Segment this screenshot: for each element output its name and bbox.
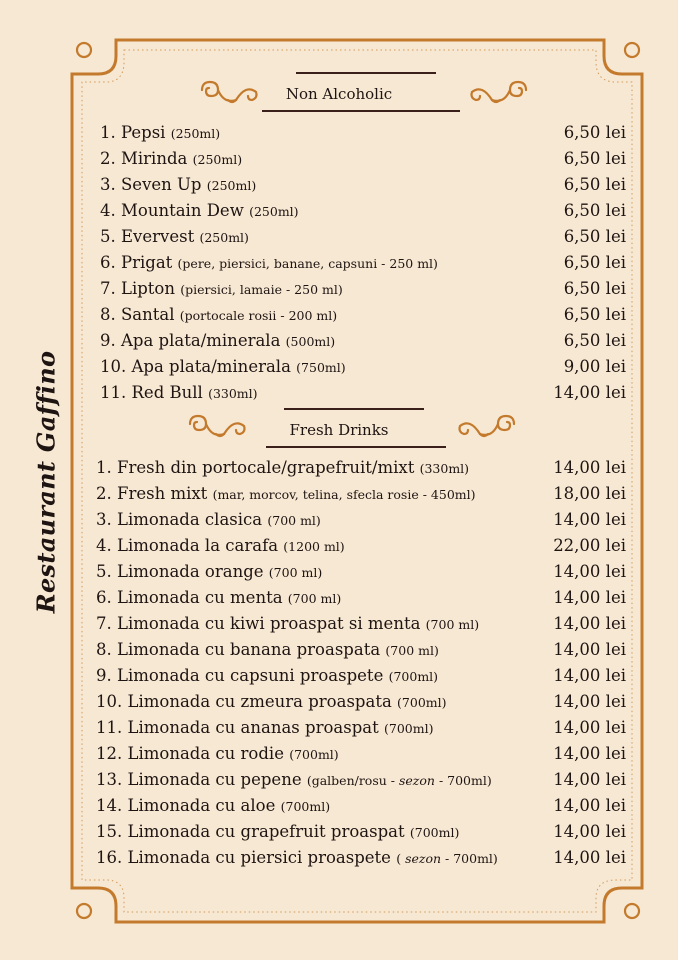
menu-item: 9. Limonada cu capsuni proaspete (700ml) 14,00 lei (0, 663, 678, 689)
menu-item: 6. Limonada cu menta (700 ml) 14,00 lei (0, 585, 678, 611)
item-price: 6,50 lei (563, 305, 626, 324)
menu-item: 9. Apa plata/minerala (500ml) 6,50 lei (0, 328, 678, 354)
swirl-ornament-right-icon (468, 78, 530, 108)
section-header-non-alcoholic (0, 70, 678, 120)
item-price: 6,50 lei (563, 123, 626, 142)
menu-item: 16. Limonada cu piersici proaspete ( sezon - 700ml) 14,00 lei (0, 845, 678, 871)
section-title: Fresh Drinks (289, 421, 389, 439)
menu-item: 1. Fresh din portocale/grapefruit/mixt (330ml) 14,00 lei (0, 455, 678, 481)
menu-item: 7. Limonada cu kiwi proaspat si menta (700 ml) 14,00 lei (0, 611, 678, 637)
menu-item: 10. Limonada cu zmeura proaspata (700ml) 14,00 lei (0, 689, 678, 715)
menu-item: 8. Santal (portocale rosii - 200 ml) 6,50 lei (0, 302, 678, 328)
menu-item: 4. Limonada la carafa (1200 ml) 22,00 lei (0, 533, 678, 559)
item-price: 14,00 lei (553, 692, 626, 711)
item-price: 14,00 lei (553, 666, 626, 685)
item-price: 14,00 lei (553, 848, 626, 867)
item-price: 14,00 lei (553, 796, 626, 815)
swirl-ornament-left-icon (186, 412, 248, 442)
item-price: 6,50 lei (563, 253, 626, 272)
menu-item: 10. Apa plata/minerala (750ml) 9,00 lei (0, 354, 678, 380)
menu-item: 5. Limonada orange (700 ml) 14,00 lei (0, 559, 678, 585)
menu-item: 1. Pepsi (250ml) 6,50 lei (0, 120, 678, 146)
item-price: 6,50 lei (563, 279, 626, 298)
item-price: 14,00 lei (553, 510, 626, 529)
restaurant-name: Restaurant Gaffino (31, 350, 61, 614)
menu-item: 11. Limonada cu ananas proaspat (700ml) 14,00 lei (0, 715, 678, 741)
menu-item: 11. Red Bull (330ml) 14,00 lei (0, 380, 678, 406)
item-price: 14,00 lei (553, 640, 626, 659)
item-price: 14,00 lei (553, 744, 626, 763)
item-price: 6,50 lei (563, 201, 626, 220)
menu-item: 8. Limonada cu banana proaspata (700 ml) 14,00 lei (0, 637, 678, 663)
item-price: 18,00 lei (553, 484, 626, 503)
menu-item: 5. Evervest (250ml) 6,50 lei (0, 224, 678, 250)
menu-item: 3. Seven Up (250ml) 6,50 lei (0, 172, 678, 198)
swirl-ornament-right-icon (456, 412, 518, 442)
item-price: 14,00 lei (553, 770, 626, 789)
section-header-fresh-drinks (0, 406, 678, 456)
item-price: 14,00 lei (553, 718, 626, 737)
menu-item: 15. Limonada cu grapefruit proaspat (700ml) 14,00 lei (0, 819, 678, 845)
item-price: 9,00 lei (563, 357, 626, 376)
item-price: 6,50 lei (563, 149, 626, 168)
item-price: 14,00 lei (553, 588, 626, 607)
menu-item: 4. Mountain Dew (250ml) 6,50 lei (0, 198, 678, 224)
item-price: 22,00 lei (553, 536, 626, 555)
menu-item: 12. Limonada cu rodie (700ml) 14,00 lei (0, 741, 678, 767)
item-price: 14,00 lei (553, 383, 626, 402)
menu-item: 13. Limonada cu pepene (galben/rosu - sezon - 700ml) 14,00 lei (0, 767, 678, 793)
item-price: 6,50 lei (563, 227, 626, 246)
item-price: 14,00 lei (553, 614, 626, 633)
menu-item: 6. Prigat (pere, piersici, banane, capsuni - 250 ml) 6,50 lei (0, 250, 678, 276)
item-price: 6,50 lei (563, 175, 626, 194)
item-price: 14,00 lei (553, 822, 626, 841)
menu-item: 2. Mirinda (250ml) 6,50 lei (0, 146, 678, 172)
item-price: 14,00 lei (553, 458, 626, 477)
item-price: 14,00 lei (553, 562, 626, 581)
menu-item: 2. Fresh mixt (mar, morcov, telina, sfecla rosie - 450ml) 18,00 lei (0, 481, 678, 507)
item-price: 6,50 lei (563, 331, 626, 350)
section-title: Non Alcoholic (285, 85, 393, 103)
swirl-ornament-left-icon (198, 78, 260, 108)
menu-item: 3. Limonada clasica (700 ml) 14,00 lei (0, 507, 678, 533)
menu-item: 7. Lipton (piersici, lamaie - 250 ml) 6,50 lei (0, 276, 678, 302)
menu-item: 14. Limonada cu aloe (700ml) 14,00 lei (0, 793, 678, 819)
